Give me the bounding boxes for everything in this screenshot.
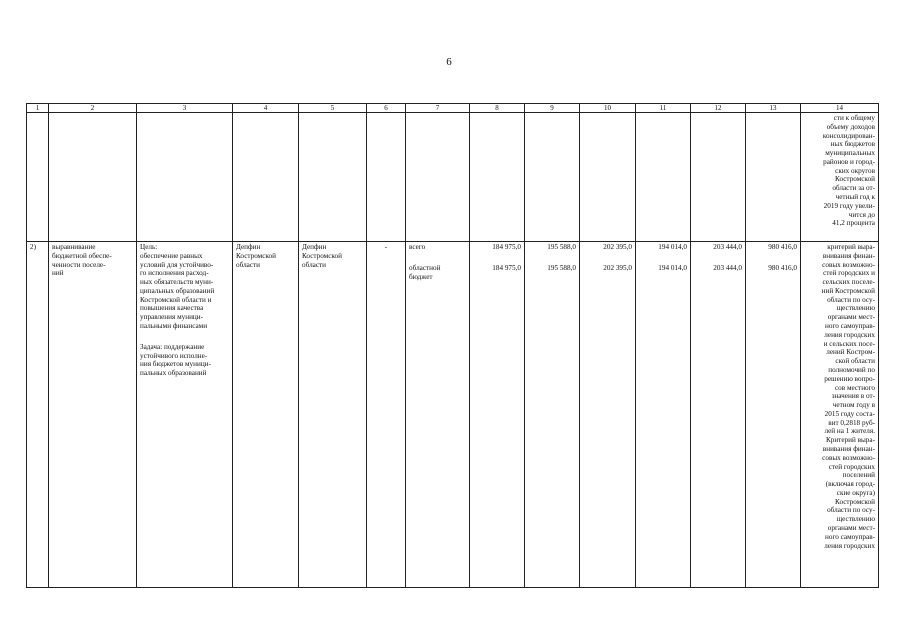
header-cell: 10 bbox=[580, 104, 636, 113]
header-cell: 7 bbox=[406, 104, 470, 113]
header-cell: 9 bbox=[525, 104, 580, 113]
indicator-continuation-cell: сти к общему объему доходов консолидирован- ных бюджетов муниципальных районов и город- ских округов Костромской области за от- четный год к 2019 году увели- чится до 41,2 процента bbox=[801, 113, 879, 242]
header-cell: 2 bbox=[49, 104, 137, 113]
header-cell: 5 bbox=[299, 104, 367, 113]
goal-task-cell: Цель: обеспечение равных условий для устойчиво- го исполнения расход- ных обязательств муни- ципальных образований Костромской области и повышения качества управления муници- пальными финансами Задача: поддержание устойчивого исполне- ния бюджетов муници- пальных образований bbox=[137, 242, 233, 588]
indicator-cell: критерий выра- внивания финан- совых возможно- стей городских и сельских поселе- ний Костромской области по осу- ществлению органами мест- ного самоуправ- ления городских и сельских посе- лений Костром- ской области полномочий по решению вопро- сов местного значения в от- четном году в 2015 году соста- вит 0,2818 руб- лей на 1 жителя. Критерий выра- внивания финан- совых возможно- стей городских поселений (включая город- ские округа) Костромской области по осу- ществлению органами мест- ного самоуправ- ления городских bbox=[801, 242, 879, 588]
value-total-cell: 980 416,0 980 416,0 bbox=[746, 242, 801, 588]
code-cell: - bbox=[367, 242, 406, 588]
header-row bbox=[27, 104, 879, 113]
measure-name-cell: выравнивание бюджетной обеспе- ченности поселе- ний bbox=[49, 242, 137, 588]
page-number: 6 bbox=[446, 56, 452, 68]
executor-cell: Депфин Костромской области bbox=[299, 242, 367, 588]
header-cell: 1 bbox=[27, 104, 49, 113]
table-row bbox=[27, 113, 879, 242]
value-cell: 203 444,0 203 444,0 bbox=[691, 242, 746, 588]
value-cell: 202 395,0 202 395,0 bbox=[580, 242, 636, 588]
header-cell: 12 bbox=[691, 104, 746, 113]
header-cell: 11 bbox=[636, 104, 691, 113]
value-cell: 194 014,0 194 014,0 bbox=[636, 242, 691, 588]
header-cell: 13 bbox=[746, 104, 801, 113]
value-cell: 195 588,0 195 588,0 bbox=[525, 242, 580, 588]
header-cell: 8 bbox=[470, 104, 525, 113]
header-cell: 14 bbox=[801, 104, 879, 113]
data-table bbox=[26, 103, 879, 588]
header-cell: 6 bbox=[367, 104, 406, 113]
row-number: 2) bbox=[27, 242, 49, 588]
header-cell: 3 bbox=[137, 104, 233, 113]
table-row bbox=[27, 242, 879, 588]
header-cell: 4 bbox=[233, 104, 299, 113]
value-cell: 184 975,0 184 975,0 bbox=[470, 242, 525, 588]
responsible-cell: Депфин Костромской области bbox=[233, 242, 299, 588]
source-cell: всего областной бюджет bbox=[406, 242, 470, 588]
